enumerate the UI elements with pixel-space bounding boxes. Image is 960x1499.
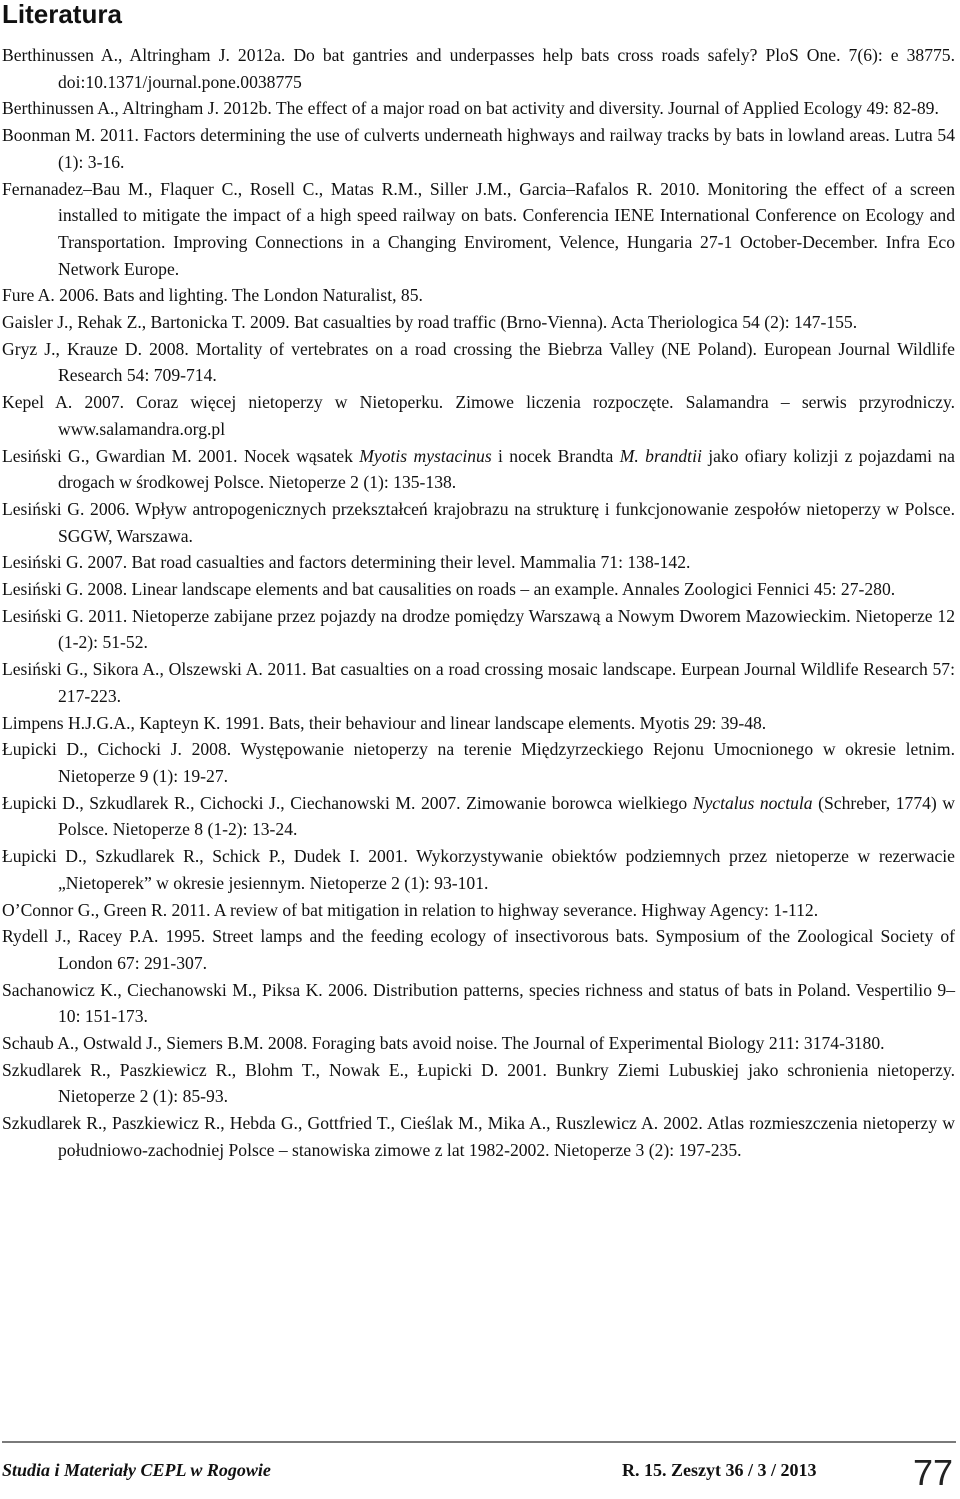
reference-item <box>2 1030 955 1057</box>
reference-text: Lesiński G. 2007. Bat road casualties and factors determining their level. Mammalia 71: 138-142. <box>2 552 691 573</box>
reference-item <box>2 790 955 843</box>
page-number: 77 <box>913 1452 954 1493</box>
reference-text: Fernanadez–Bau M., Flaquer C., Rosell C., Matas R.M., Siller J.M., Garcia–Rafalos R. 2010. Monitoring the effect of a screen installed to mitigate the impact of a high speed railway on bats. Conferencia IENE International Conference on Ecology and Transportation. Improving Connections in a Changing Enviroment, Velence, Hungaria 27-1 October-December. Infra Eco Network Europe. <box>2 178 955 279</box>
reference-text: Lesiński G. 2008. Linear landscape elements and bat causalities on roads – an example. Annales Zoologici Fennici 45: 27-280. <box>2 579 896 600</box>
reference-item <box>2 95 955 122</box>
reference-text: Sachanowicz K., Ciechanowski M., Piksa K. 2006. Distribution patterns, species richness and status of bats in Poland. Vespertilio 9–10: 151-173. <box>2 979 955 1027</box>
reference-item <box>2 656 955 709</box>
reference-item <box>2 843 955 896</box>
reference-item <box>2 336 955 389</box>
page-title: Literatura <box>2 0 122 29</box>
reference-text: Limpens H.J.G.A., Kapteyn K. 1991. Bats, their behaviour and linear landscape elements. Myotis 29: 39-48. <box>2 712 767 733</box>
reference-text: Łupicki D., Cichocki J. 2008. Występowanie nietoperzy na terenie Międzyrzeckiego Rejonu Umocnionego w okresie letnim. Nietoperze 9 (1): 19-27. <box>2 739 955 786</box>
reference-text: Lesiński G. 2011. Nietoperze zabijane przez pojazdy na drodze pomiędzy Warszawą a Nowym Dworem Mazowieckim. Nietoperze 12 (1-2): 51-52. <box>2 605 955 653</box>
reference-item <box>2 1110 955 1163</box>
reference-item <box>2 549 955 576</box>
reference-text: Łupicki D., Szkudlarek R., Schick P., Dudek I. 2001. Wykorzystywanie obiektów podziemnych przez nietoperze w rezerwacie „Nietoperek” w okresie jesiennym. Nietoperze 2 (1): 93-101. <box>2 846 955 893</box>
reference-text: Gryz J., Krauze D. 2008. Mortality of vertebrates on a road crossing the Biebrza Valley (NE Poland). European Journal Wildlife Research 54: 709-714. <box>2 338 955 386</box>
reference-item <box>2 897 955 924</box>
reference-text: jako ofiary kolizji z pojazdami na drogach w środkowej Polsce. Nietoperze 2 (1): 135-138. <box>58 445 955 493</box>
reference-text: Gaisler J., Rehak Z., Bartonicka T. 2009. Bat casualties by road traffic (Brno-Vienna). Acta Theriologica 54 (2): 147-155. <box>2 312 858 333</box>
reference-text: Szkudlarek R., Paszkiewicz R., Blohm T., Nowak E., Łupicki D. 2001. Bunkry Ziemi Lubuskiej jako schronienia nietoperzy. Nietoperze 2 (1): 85-93. <box>2 1059 955 1107</box>
reference-text: Lesiński G. 2006. Wpływ antropogenicznych przekształceń krajobrazu na strukturę i funkcjonowanie zespołów nietoperzy w Polsce. SGGW, Warszawa. <box>2 498 955 546</box>
reference-text: Lesiński G., Gwardian M. 2001. Nocek wąsatek <box>2 445 360 466</box>
reference-item <box>2 42 955 95</box>
reference-text: Kepel A. 2007. Coraz więcej nietoperzy w Nietoperku. Zimowe liczenia rozpoczęte. Salamandra – serwis przyrodniczy. www.salamandra.org.pl <box>2 392 955 439</box>
reference-item <box>2 496 955 549</box>
reference-text: Berthinussen A., Altringham J. 2012a. Do bat gantries and underpasses help bats cross roads safely? PloS One. 7(6): e 38775. doi:10.1371/journal.pone.0038775 <box>2 45 955 92</box>
reference-text: Berthinussen A., Altringham J. 2012b. The effect of a major road on bat activity and diversity. Journal of Applied Ecology 49: 82-89. <box>2 98 939 119</box>
reference-text: Łupicki D., Szkudlarek R., Cichocki J., Ciechanowski M. 2007. Zimowanie borowca wielkiego <box>2 792 693 813</box>
reference-item <box>2 603 955 656</box>
reference-item <box>2 736 955 789</box>
reference-text: O’Connor G., Green R. 2011. A review of bat mitigation in relation to highway severance. Highway Agency: 1-112. <box>2 899 819 920</box>
reference-item <box>2 176 955 283</box>
reference-item <box>2 389 955 442</box>
reference-text: Boonman M. 2011. Factors determining the use of culverts underneath highways and railway tracks by bats in lowland areas. Lutra 54 (1): 3-16. <box>2 125 955 172</box>
reference-item <box>2 309 955 336</box>
reference-text: Szkudlarek R., Paszkiewicz R., Hebda G., Gottfried T., Cieślak M., Mika A., Ruszlewicz A. 2002. Atlas rozmieszczenia nietoperzy w południowo-zachodniej Polsce – stanowiska zimowe z lat 1982-2002. Nietoperze 3 (2): 197-235. <box>2 1113 955 1160</box>
reference-text: (Schreber, 1774) w Polsce. Nietoperze 8 (1-2): 13-24. <box>58 792 956 840</box>
footer-divider <box>2 1441 956 1443</box>
reference-text: i nocek Brandta <box>491 445 620 466</box>
reference-item <box>2 282 955 309</box>
reference-text: Lesiński G., Sikora A., Olszewski A. 2011. Bat casualties on a road crossing mosaic landscape. Eurpean Journal Wildlife Research 57: 217-223. <box>2 659 955 706</box>
reference-item <box>2 576 955 603</box>
reference-text: Schaub A., Ostwald J., Siemers B.M. 2008. Foraging bats avoid noise. The Journal of Experimental Biology 211: 3174-3180. <box>2 1033 885 1054</box>
footer-journal-name: Studia i Materiały CEPL w Rogowie <box>2 1460 271 1480</box>
reference-item <box>2 977 955 1030</box>
reference-text: Rydell J., Racey P.A. 1995. Street lamps and the feeding ecology of insectivorous bats. Symposium of the Zoological Society of London 67: 291-307. <box>2 926 955 973</box>
reference-list <box>2 42 955 1164</box>
reference-text: Fure A. 2006. Bats and lighting. The London Naturalist, 85. <box>2 285 423 306</box>
reference-item <box>2 443 955 496</box>
reference-item <box>2 710 955 737</box>
reference-item <box>2 1057 955 1110</box>
reference-item <box>2 923 955 976</box>
reference-item <box>2 122 955 175</box>
species-name: Myotis mystacinus <box>359 445 492 466</box>
species-name: Nyctalus noctula <box>692 792 813 813</box>
footer-issue-info: R. 15. Zeszyt 36 / 3 / 2013 <box>622 1460 817 1480</box>
species-name: M. brandtii <box>619 445 702 466</box>
